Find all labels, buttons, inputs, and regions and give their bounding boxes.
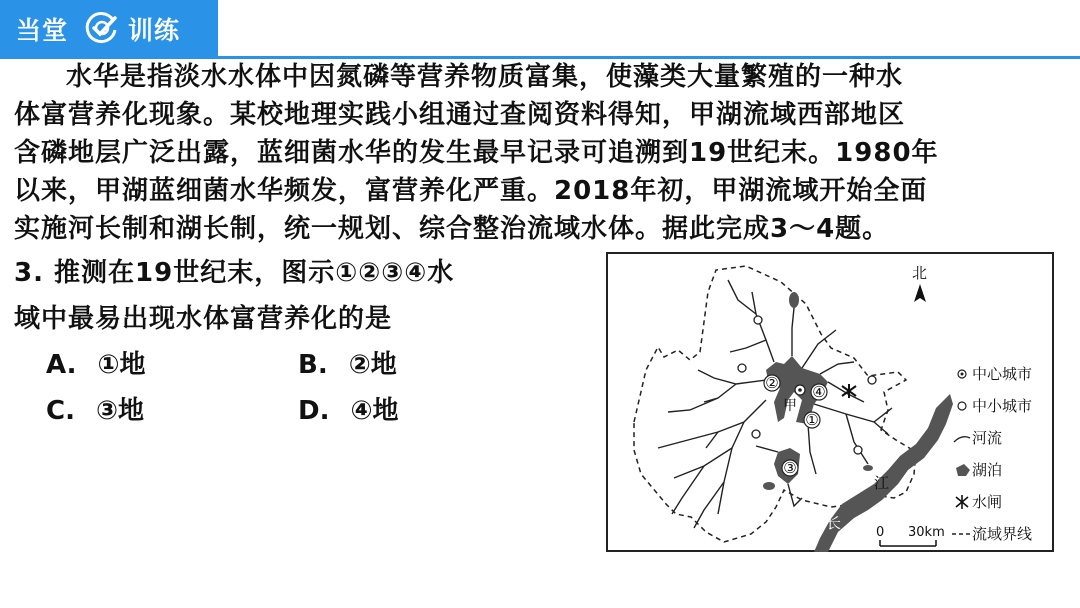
passage-line: 以来，甲湖蓝细菌水华频发，富营养化严重。2018年初，甲湖流域开始全面 — [14, 176, 928, 206]
option-text: ④地 — [350, 396, 399, 426]
option-text: ③地 — [96, 396, 145, 426]
small-lake — [763, 482, 775, 490]
question-stem-line2: 域中最易出现水体富营养化的是 — [14, 304, 393, 334]
legend-label: 湖泊 — [972, 461, 1003, 479]
legend-label: 河流 — [972, 429, 1003, 447]
legend-label: 中心城市 — [972, 365, 1033, 383]
option-b[interactable] — [298, 344, 397, 381]
watershed-map — [606, 252, 1054, 552]
question-stem-line1: 3. 推测在19世纪末，图示①②③④水 — [14, 258, 455, 288]
passage-line: 水华是指淡水水体中因氮磷等营养物质富集，使藻类大量繁殖的一种水 — [66, 62, 904, 92]
header-title-part1: 当堂 — [16, 16, 69, 45]
marker-3: ③ — [783, 459, 797, 477]
option-letter: C. — [46, 396, 75, 426]
option-d[interactable] — [298, 390, 399, 427]
marker-2: ② — [765, 374, 779, 392]
option-a[interactable] — [46, 344, 146, 381]
north-label: 北 — [912, 264, 928, 282]
marker-4: ④ — [812, 383, 826, 401]
passage-line: 实施河长制和湖长制，统一规划、综合整治流域水体。据此完成3～4题。 — [14, 214, 890, 244]
scale-zero: 0 — [876, 525, 885, 540]
legend-label: 中小城市 — [972, 397, 1033, 415]
small-lake — [863, 465, 873, 471]
option-c[interactable] — [46, 390, 144, 427]
scale-end: 30km — [908, 525, 945, 540]
option-letter: B. — [298, 350, 328, 380]
legend-label: 水闸 — [972, 493, 1003, 511]
target-check-icon — [82, 8, 122, 48]
legend-label: 流域界线 — [972, 525, 1033, 543]
option-text: ②地 — [348, 350, 397, 380]
small-city-icon — [958, 402, 966, 410]
option-letter: D. — [298, 396, 330, 426]
header-banner-arrow — [196, 0, 218, 56]
passage-line: 含磷地层广泛出露，蓝细菌水华的发生最早记录可追溯到19世纪末。1980年 — [14, 138, 939, 168]
marker-1: ① — [805, 411, 819, 429]
small-city-icon — [868, 376, 876, 384]
small-lake — [789, 292, 799, 308]
small-city-icon — [854, 446, 862, 454]
passage-line: 体富营养化现象。某校地理实践小组通过查阅资料得知，甲湖流域西部地区 — [14, 100, 906, 130]
small-city-icon — [738, 364, 746, 372]
river-label-jiang: 江 — [874, 474, 890, 492]
central-city-dot — [798, 388, 802, 392]
lake-jia-label: 甲 — [783, 398, 797, 414]
header-title-part2: 训练 — [128, 16, 181, 45]
river-label-chang: 长 — [826, 514, 842, 532]
small-city-icon — [752, 430, 760, 438]
small-city-icon — [754, 316, 762, 324]
option-text: ①地 — [97, 350, 146, 380]
passage-text — [14, 58, 1064, 248]
option-letter: A. — [46, 350, 77, 380]
